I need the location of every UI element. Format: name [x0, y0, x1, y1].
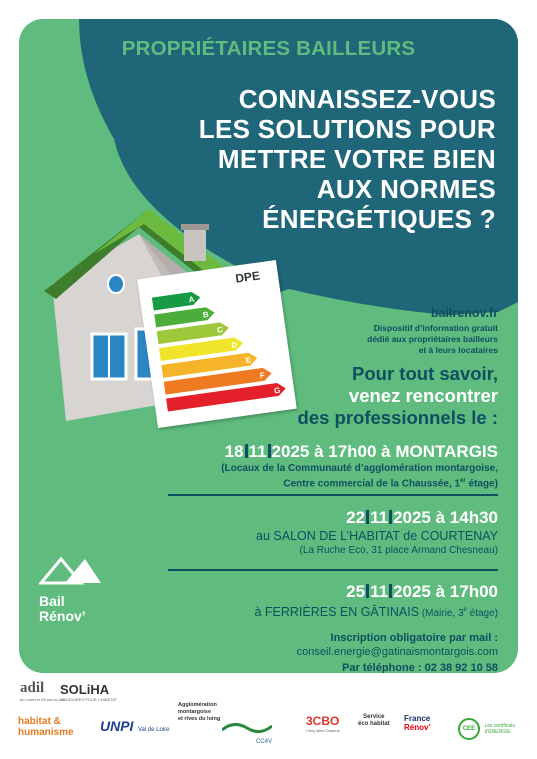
cee-logo: CEE Les certificats d'ÉNERGIE — [458, 718, 515, 740]
bail-renov-logo: Bail Rénov’ — [39, 555, 109, 624]
dpe-title: DPE — [234, 268, 261, 286]
contact-email[interactable]: conseil.energie@gatinaismontargois.com — [296, 646, 498, 658]
adil-logo: adil du Loiret et d'Eure-et-Loir — [20, 680, 66, 702]
soliha-logo: SOLiHA SOLIDAIRES POUR L'HABITAT — [60, 682, 118, 702]
dpe-grade-a: A — [187, 294, 195, 305]
dpe-grade-b: B — [202, 309, 210, 320]
meet-text: Pour tout savoir, venez rencontrer des professionnels le : — [297, 363, 498, 428]
dpe-grade-d: D — [230, 340, 238, 350]
event-ferrieres: 25 11 2025 à 17h00 à FERRIÈRES EN GÂTINAIS (Mairie, 3e étage) — [254, 582, 498, 620]
poster — [19, 19, 518, 673]
divider — [168, 569, 498, 571]
partner-logos — [0, 680, 537, 759]
event-courtenay: 22 11 2025 à 14h30 au SALON DE L’HABITAT de COURTENAY (La Ruche Eco, 31 place Armand Chesneau) — [256, 508, 498, 556]
dpe-grade-e: E — [244, 355, 252, 366]
dpe-grade-f: F — [259, 370, 266, 381]
divider — [168, 494, 498, 496]
description: Dispositif d’information gratuit dédié aux propriétaires bailleurs et à leurs locataires — [367, 323, 498, 355]
dpe-grade-c: C — [216, 325, 224, 335]
3cbo-logo: 3CBO Cléry Betz Ouanne — [306, 714, 340, 733]
habitat-humanisme-logo: habitat & humanisme — [18, 716, 74, 738]
kicker-title: PROPRIÉTAIRES BAILLEURS — [121, 37, 416, 60]
website[interactable]: bailrenov.fr — [430, 306, 498, 320]
cc4v-wave-icon — [222, 720, 272, 734]
dpe-grade-g: G — [273, 385, 281, 396]
event-montargis: 18 11 2025 à 17h00 à MONTARGIS (Locaux de la Communauté d’agglomération montargoise, Centre commercial de la Chaussée, 1er étage) — [221, 442, 498, 490]
contact-phone: Par téléphone : 02 38 92 10 58 — [342, 662, 498, 673]
cc4v-logo: CC4V — [222, 720, 272, 745]
dpe-label — [137, 260, 297, 428]
inscription: Inscription obligatoire par mail : conseil.energie@gatinaismontargois.com Par téléphone : 02 38 92 10 58 — [297, 631, 498, 673]
headline: CONNAISSEZ-VOUS LES SOLUTIONS POUR METTRE VOTRE BIEN AUX NORMES ÉNERGÉTIQUES ? — [198, 84, 496, 234]
bail-renov-mark-icon — [39, 555, 103, 585]
dpe-bars — [137, 260, 297, 428]
agglomeration-logo: Agglomération montargoise et rives du loing — [178, 702, 221, 722]
france-renov-logo: France Rénov’ — [404, 714, 431, 732]
unpi-logo: UNPI Val de Loire — [100, 718, 170, 734]
service-eco-habitat-logo: Service éco habitat — [358, 714, 390, 727]
